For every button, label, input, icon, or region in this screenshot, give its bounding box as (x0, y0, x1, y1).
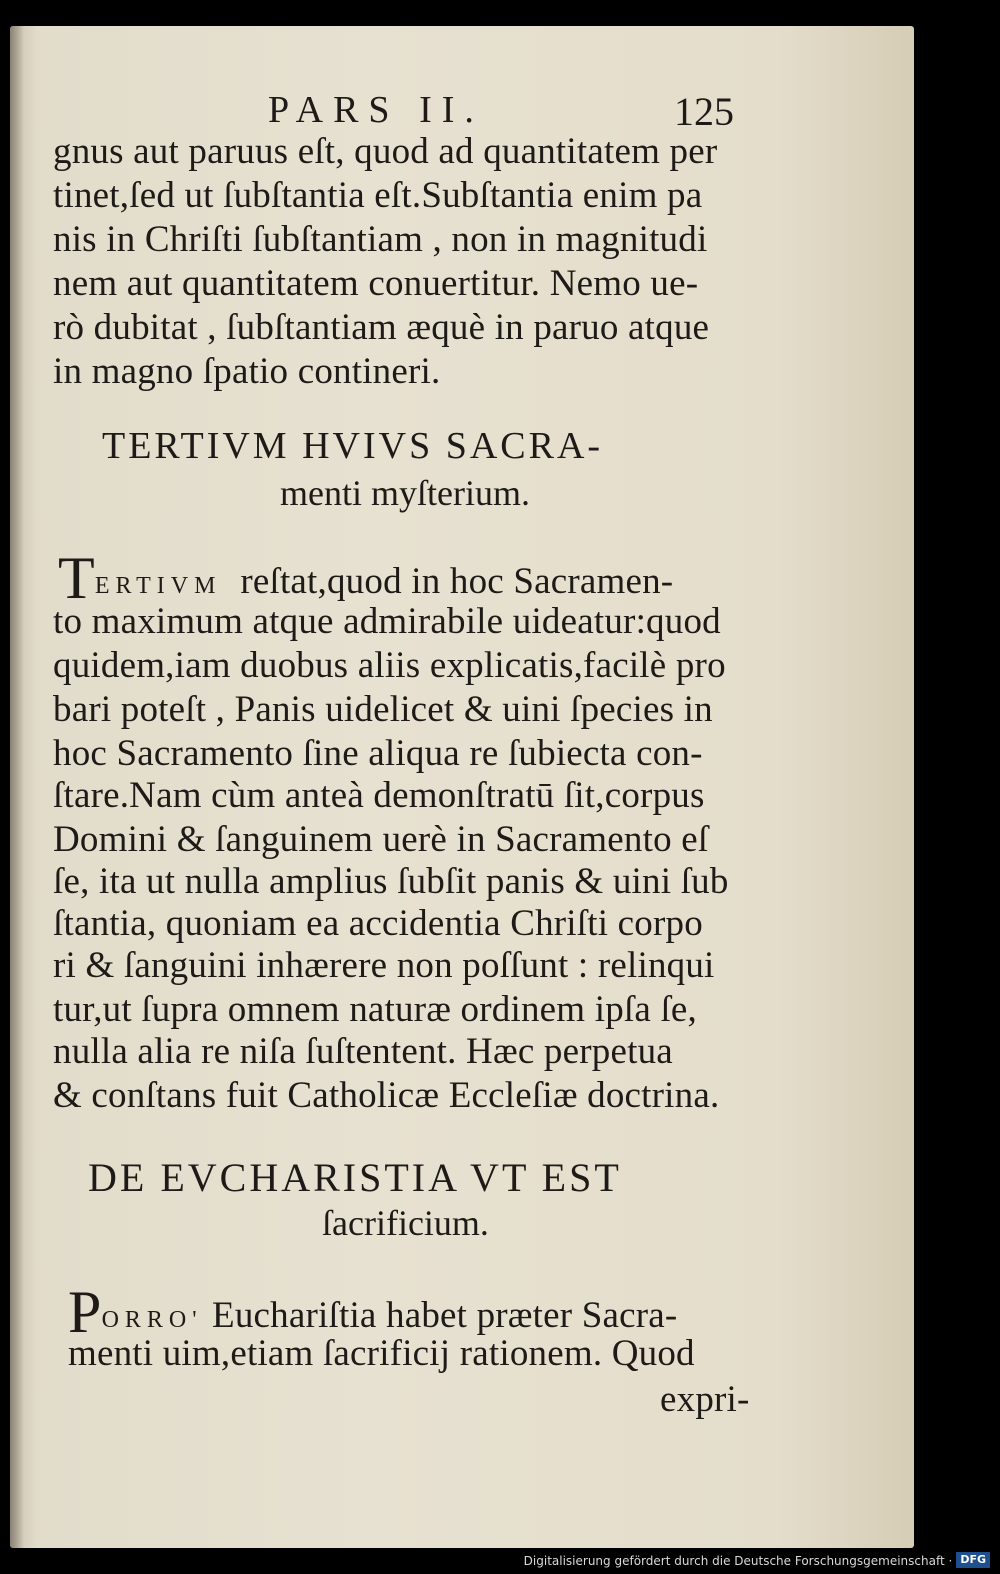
catchword: expri- (660, 1379, 750, 1420)
text-line: to maximum atque admirabile uideatur:quod (53, 601, 721, 642)
text-span: reſtat,quod in hoc Sacramen- (240, 561, 674, 602)
small-caps-word: ERTIVM (94, 573, 222, 599)
small-caps-word: ORRO' (101, 1307, 203, 1333)
section-heading-continued: ſacrificium. (322, 1203, 489, 1243)
footer-text: Digitalisierung gefördert durch die Deutsche Forschungsgemeinschaft · (523, 1554, 953, 1568)
drop-cap: T (58, 545, 95, 611)
book-page (10, 26, 914, 1548)
text-line: nulla alia re niſa ſuſtentent. Hæc perpetua (53, 1031, 673, 1072)
text-line: hoc Sacramento ſine aliqua re ſubiecta con- (53, 733, 703, 774)
text-line: ri & ſanguini inhærere non poſſunt : relinqui (53, 945, 715, 986)
text-line: ſtare.Nam cùm anteà demonſtratū ſit,corpus (53, 775, 705, 816)
footer (0, 1548, 1000, 1574)
text-line: tinet,ſed ut ſubſtantia eſt.Subſtantia enim pa (53, 175, 703, 216)
text-line: Domini & ſanguinem uerè in Sacramento eſ (53, 819, 709, 860)
text-line: & conſtans fuit Catholicæ Eccleſiæ doctrina. (53, 1075, 720, 1116)
page-number: 125 (674, 89, 734, 134)
text-line-first (58, 545, 674, 611)
text-line: nis in Chriſti ſubſtantiam , non in magnitudi (53, 219, 708, 260)
text-line: menti uim,etiam ſacrificij rationem. Quod (68, 1333, 695, 1374)
section-heading: DE EVCHARISTIA VT EST (88, 1155, 622, 1200)
section-heading: TERTIVM HVIVS SACRA- (102, 425, 604, 467)
text-line: nem aut quantitatem conuertitur. Nemo ue- (53, 263, 699, 304)
text-span: Euchariſtia habet præter Sacra- (212, 1295, 678, 1336)
running-title: PARS II. (268, 89, 484, 131)
dfg-logo: DFG (956, 1552, 990, 1568)
section-heading-continued: menti myſterium. (280, 473, 530, 513)
text-line: ſtantia, quoniam ea accidentia Chriſti corpo (53, 903, 703, 944)
text-line: quidem,iam duobus aliis explicatis,facilè pro (53, 645, 726, 686)
text-line: in magno ſpatio contineri. (53, 351, 441, 392)
text-line: tur,ut ſupra omnem naturæ ordinem ipſa ſe, (53, 989, 697, 1030)
text-line: bari poteſt , Panis uidelicet & uini ſpecies in (53, 689, 713, 730)
text-line: ſe, ita ut nulla amplius ſubſit panis & uini ſub (53, 861, 729, 902)
text-line: rò dubitat , ſubſtantiam æquè in paruo atque (53, 307, 710, 348)
drop-cap: P (68, 1279, 102, 1345)
text-line: gnus aut paruus eſt, quod ad quantitatem per (53, 131, 718, 172)
